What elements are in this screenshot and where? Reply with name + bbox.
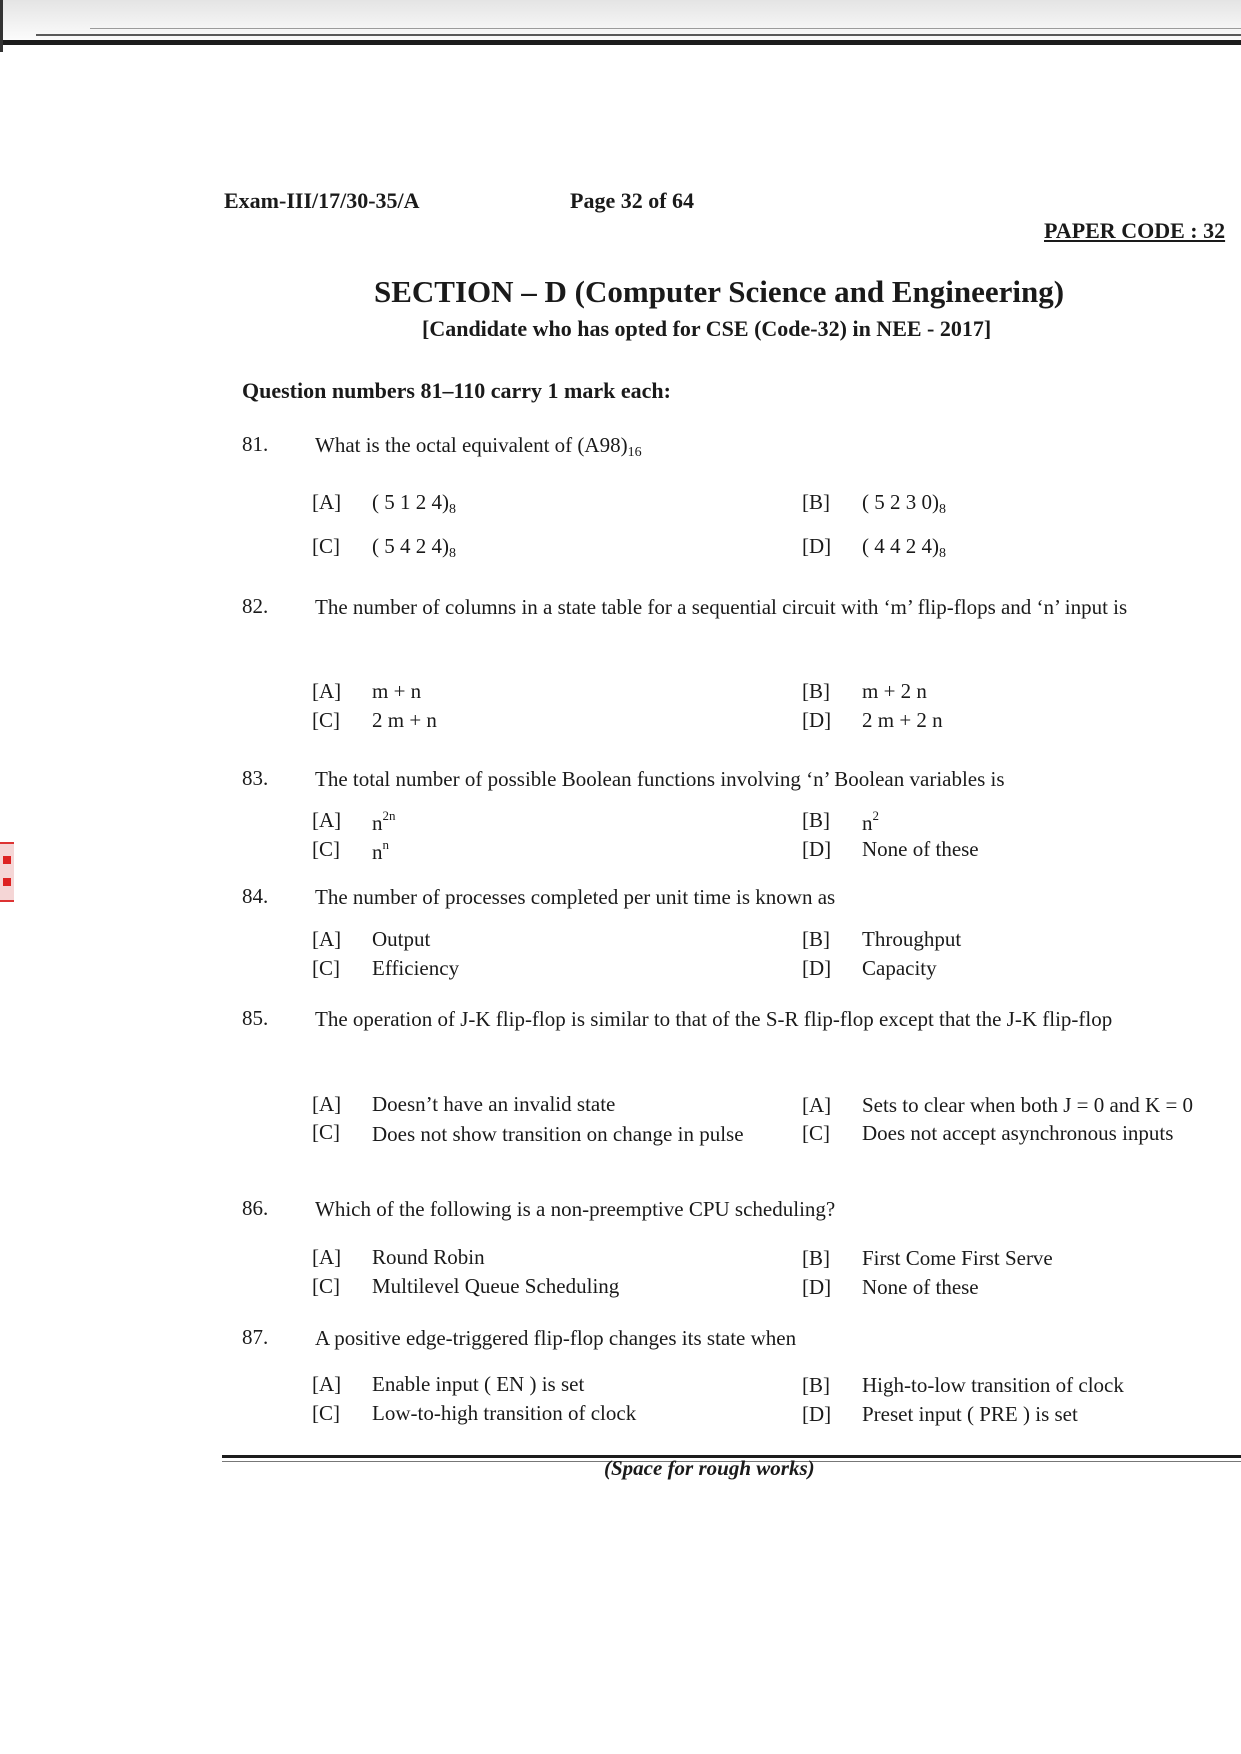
question-number: 83. <box>242 766 269 790</box>
scan-left-edge <box>0 0 3 52</box>
scan-page-edge-line <box>36 34 1241 36</box>
section-title: SECTION – D (Computer Science and Engineering) <box>374 274 1065 309</box>
paper-code: PAPER CODE : 32 <box>1044 218 1226 243</box>
page-number: Page 32 of 64 <box>570 188 695 213</box>
rough-work-note: (Space for rough works) <box>604 1456 815 1480</box>
instruction-heading: Question numbers 81–110 carry 1 mark each: <box>242 378 671 403</box>
question-number: 84. <box>242 884 269 908</box>
scan-page-edge-line <box>90 28 1241 29</box>
question-text: A positive edge-triggered flip-flop changes its state when <box>315 1326 797 1350</box>
section-subtitle: [Candidate who has opted for CSE (Code-32) in NEE - 2017] <box>422 316 992 341</box>
question-text: The number of processes completed per unit time is known as <box>315 885 836 909</box>
question-number: 85. <box>242 1006 269 1030</box>
question-text: Which of the following is a non-preemptive CPU scheduling? <box>315 1197 836 1221</box>
question-number: 86. <box>242 1196 269 1220</box>
exam-code: Exam-III/17/30-35/A <box>224 188 420 213</box>
question-text: The total number of possible Boolean functions involving ‘n’ Boolean variables is <box>315 767 1005 791</box>
question-number: 82. <box>242 594 269 618</box>
question-text: The operation of J-K flip-flop is similar to that of the S-R flip-flop except that the J-K flip-flop <box>315 1007 1113 1031</box>
margin-stamp-mark <box>0 842 14 902</box>
question-text: The number of columns in a state table for a sequential circuit with ‘m’ flip-flops and ‘n’ input is <box>315 595 1128 619</box>
question-number: 81. <box>242 432 269 456</box>
question-number: 87. <box>242 1325 269 1349</box>
scan-page-edge-line <box>0 40 1241 45</box>
question-text: What is the octal equivalent of $(A98)_{16}$ <box>315 433 642 460</box>
